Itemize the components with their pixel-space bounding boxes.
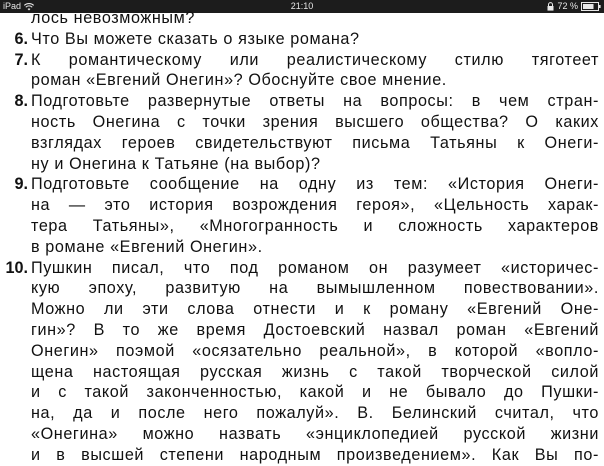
text-line: Подготовьте развернутые ответы на вопросы: в чем стран- <box>31 92 599 111</box>
question-number: 7. <box>14 50 28 69</box>
text-line: кую эпоху, развитую на вымышленном повествовании». <box>31 279 599 298</box>
text-line: «Онегина» можно назвать «энциклопедией русской жизни <box>31 424 599 443</box>
question-number: 10. <box>5 258 28 277</box>
text-line: на, да и после него пожалуй». В. Белинский считал, что <box>31 404 599 423</box>
question-item <box>0 91 604 174</box>
text-line: и с такой законченностью, какой и не бывало до Пушки- <box>31 383 599 402</box>
text-line: Пушкин писал, что под романом он разумеет «историчес- <box>31 258 599 277</box>
document-page <box>0 9 604 464</box>
question-text <box>31 174 599 257</box>
device-name: iPad <box>3 1 22 11</box>
question-item <box>0 174 604 257</box>
question-text <box>31 258 599 466</box>
question-text <box>31 50 599 92</box>
text-line: ность Онегина с точки зрения высшего общества? О каких <box>31 112 599 131</box>
text-line: на — это история возрождения героя», «Цельность харак- <box>31 196 599 215</box>
text-line: взглядах героев свидетельствуют письма Татьяны к Онеги- <box>31 133 599 152</box>
text-line: в романе «Евгений Онегин». <box>31 237 263 256</box>
question-text <box>31 8 599 29</box>
text-line: роман «Евгений Онегин»? Обоснуйте свое мнение. <box>31 71 447 90</box>
text-line: Онегин» поэмой «осязательно реальной», в которой «вопло- <box>31 341 599 360</box>
text-line: ну и Онегина к Татьяне (на выбор)? <box>31 154 321 173</box>
question-number: 6. <box>14 29 28 48</box>
battery-percent: 72 % <box>557 1 578 11</box>
question-item <box>0 8 604 29</box>
text-line: тера Татьяны», «Многогранность и сложность характеров <box>31 216 599 235</box>
text-line: лось невозможным? <box>31 9 195 27</box>
clock: 21:10 <box>290 1 314 11</box>
text-line: Можно ли эти слова отнести и к роману «Евгений Оне- <box>31 300 599 319</box>
text-line: щена настоящая русская жизнь с такой творческой силой <box>31 362 599 381</box>
question-item <box>0 50 604 92</box>
text-line: Подготовьте сообщение на одну из тем: «История Онеги- <box>31 175 599 194</box>
question-item <box>0 258 604 466</box>
question-text <box>31 29 599 50</box>
question-item <box>0 29 604 50</box>
text-line: К романтическому или реалистическому стилю тяготеет <box>31 50 599 69</box>
question-text <box>31 91 599 174</box>
question-number: 9. <box>14 175 28 194</box>
text-line: гин»? В то же время Достоевский назвал роман «Евгений <box>31 320 599 339</box>
text-line: и в высшей степени народным произведением». Как Вы по- <box>31 445 599 464</box>
text-line: Что Вы можете сказать о языке романа? <box>31 29 360 48</box>
question-number: 8. <box>14 92 28 111</box>
